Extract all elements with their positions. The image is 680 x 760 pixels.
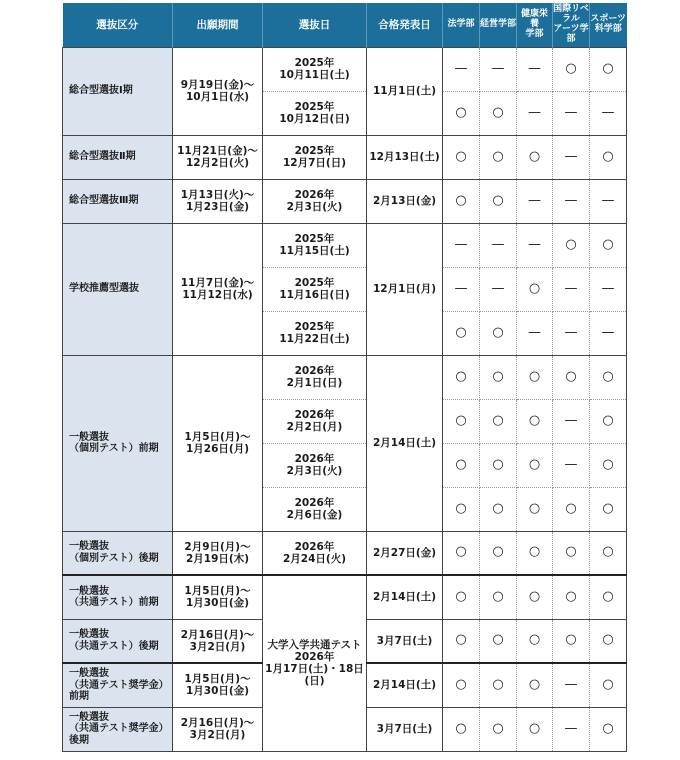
eligibility-mark: ○: [480, 443, 517, 487]
eligibility-mark: ○: [443, 707, 480, 751]
eligibility-mark: —: [553, 707, 590, 751]
eligibility-mark: ○: [443, 487, 480, 531]
exam-date-cell: 2025年 11月15日(土): [263, 223, 367, 267]
eligibility-mark: —: [590, 267, 627, 311]
header-faculty-business: 経営学部: [480, 3, 517, 47]
exam-date-cell: 2026年 2月24日(火): [263, 531, 367, 575]
announcement-cell: 2月14日(土): [367, 663, 443, 707]
eligibility-mark: ○: [443, 91, 480, 135]
eligibility-mark: ○: [517, 575, 553, 619]
header-application-period: 出願期間: [173, 3, 263, 47]
eligibility-mark: ○: [590, 707, 627, 751]
application-period-cell: 9月19日(金)～ 10月1日(水): [173, 47, 263, 135]
eligibility-mark: ○: [480, 707, 517, 751]
eligibility-mark: ○: [480, 135, 517, 179]
category-cell: 学校推薦型選抜: [63, 223, 173, 355]
exam-date-cell: 大学入学共通テスト 2026年 1月17日(土)・18日(日): [263, 575, 367, 751]
eligibility-mark: ○: [590, 663, 627, 707]
eligibility-mark: ○: [480, 575, 517, 619]
eligibility-mark: —: [553, 443, 590, 487]
eligibility-mark: ○: [590, 47, 627, 91]
eligibility-mark: ○: [517, 619, 553, 663]
eligibility-mark: ○: [480, 663, 517, 707]
application-period-cell: 1月5日(月)～ 1月26日(月): [173, 355, 263, 531]
eligibility-mark: —: [590, 311, 627, 355]
eligibility-mark: ○: [517, 355, 553, 399]
header-announcement: 合格発表日: [367, 3, 443, 47]
eligibility-mark: —: [443, 223, 480, 267]
eligibility-mark: ○: [517, 487, 553, 531]
application-period-cell: 1月13日(火)～ 1月23日(金): [173, 179, 263, 223]
exam-date-cell: 2026年 2月2日(月): [263, 399, 367, 443]
exam-date-cell: 2026年 2月3日(火): [263, 443, 367, 487]
table-row: [63, 135, 627, 179]
eligibility-mark: —: [517, 223, 553, 267]
eligibility-mark: ○: [517, 399, 553, 443]
application-period-cell: 1月5日(月)～ 1月30日(金): [173, 575, 263, 619]
eligibility-mark: —: [553, 135, 590, 179]
header-row: [63, 3, 627, 47]
header-category: 選抜区分: [63, 3, 173, 47]
eligibility-mark: —: [553, 399, 590, 443]
eligibility-mark: —: [517, 311, 553, 355]
header-faculty-sports: スポーツ 科学部: [590, 3, 627, 47]
eligibility-mark: ○: [480, 619, 517, 663]
application-period-cell: 11月21日(金)～ 12月2日(火): [173, 135, 263, 179]
eligibility-mark: ○: [443, 399, 480, 443]
eligibility-mark: —: [517, 47, 553, 91]
announcement-cell: 2月13日(金): [367, 179, 443, 223]
eligibility-mark: ○: [590, 531, 627, 575]
table-row: [63, 47, 627, 91]
announcement-cell: 11月1日(土): [367, 47, 443, 135]
eligibility-mark: ○: [590, 135, 627, 179]
header-faculty-liberal-arts: 国際リベラル アーツ学部: [553, 3, 590, 47]
eligibility-mark: ○: [553, 223, 590, 267]
eligibility-mark: ○: [517, 267, 553, 311]
exam-date-cell: 2025年 12月7日(日): [263, 135, 367, 179]
eligibility-mark: ○: [517, 531, 553, 575]
category-cell: 総合型選抜Ⅱ期: [63, 135, 173, 179]
eligibility-mark: —: [590, 91, 627, 135]
header-exam-date: 選抜日: [263, 3, 367, 47]
category-cell: 一般選抜 （共通テスト奨学金）前期: [63, 663, 173, 707]
eligibility-mark: ○: [443, 531, 480, 575]
eligibility-mark: —: [553, 663, 590, 707]
eligibility-mark: ○: [553, 355, 590, 399]
eligibility-mark: —: [443, 267, 480, 311]
eligibility-mark: —: [517, 91, 553, 135]
category-cell: 総合型選抜Ⅲ期: [63, 179, 173, 223]
announcement-cell: 2月27日(金): [367, 531, 443, 575]
exam-date-cell: 2025年 10月11日(土): [263, 47, 367, 91]
table-row: [63, 179, 627, 223]
eligibility-mark: ○: [590, 619, 627, 663]
eligibility-mark: —: [480, 267, 517, 311]
eligibility-mark: ○: [590, 223, 627, 267]
eligibility-mark: —: [553, 267, 590, 311]
eligibility-mark: ○: [553, 47, 590, 91]
category-cell: 一般選抜 （個別テスト）前期: [63, 355, 173, 531]
eligibility-mark: ○: [443, 311, 480, 355]
table-row: [63, 223, 627, 267]
eligibility-mark: ○: [480, 531, 517, 575]
application-period-cell: 11月7日(金)～ 11月12日(水): [173, 223, 263, 355]
eligibility-mark: ○: [553, 487, 590, 531]
eligibility-mark: ○: [443, 663, 480, 707]
eligibility-mark: ○: [480, 179, 517, 223]
eligibility-mark: ○: [517, 443, 553, 487]
eligibility-mark: —: [590, 179, 627, 223]
table-row: [63, 575, 627, 619]
exam-date-cell: 2025年 11月16日(日): [263, 267, 367, 311]
announcement-cell: 2月14日(土): [367, 355, 443, 531]
eligibility-mark: ○: [443, 135, 480, 179]
application-period-cell: 2月9日(月)～ 2月19日(木): [173, 531, 263, 575]
eligibility-mark: ○: [443, 575, 480, 619]
eligibility-mark: ○: [553, 575, 590, 619]
eligibility-mark: —: [443, 47, 480, 91]
header-faculty-law: 法学部: [443, 3, 480, 47]
eligibility-mark: ○: [590, 355, 627, 399]
eligibility-mark: —: [553, 179, 590, 223]
eligibility-mark: ○: [590, 399, 627, 443]
eligibility-mark: ○: [590, 487, 627, 531]
announcement-cell: 12月1日(月): [367, 223, 443, 355]
eligibility-mark: ○: [443, 443, 480, 487]
eligibility-mark: ○: [480, 311, 517, 355]
eligibility-mark: ○: [480, 399, 517, 443]
announcement-cell: 12月13日(土): [367, 135, 443, 179]
category-cell: 総合型選抜Ⅰ期: [63, 47, 173, 135]
category-cell: 一般選抜 （共通テスト）後期: [63, 619, 173, 663]
schedule-body: [63, 47, 627, 751]
eligibility-mark: ○: [480, 487, 517, 531]
announcement-cell: 3月7日(土): [367, 619, 443, 663]
application-period-cell: 1月5日(月)～ 1月30日(金): [173, 663, 263, 707]
eligibility-mark: —: [480, 47, 517, 91]
eligibility-mark: ○: [443, 179, 480, 223]
category-cell: 一般選抜 （共通テスト）前期: [63, 575, 173, 619]
application-period-cell: 2月16日(月)～ 3月2日(月): [173, 707, 263, 751]
exam-date-cell: 2025年 10月12日(日): [263, 91, 367, 135]
eligibility-mark: ○: [553, 619, 590, 663]
header-faculty-nutrition: 健康栄養 学部: [517, 3, 553, 47]
table-row: [63, 355, 627, 399]
eligibility-mark: ○: [443, 355, 480, 399]
eligibility-mark: —: [517, 179, 553, 223]
eligibility-mark: —: [480, 223, 517, 267]
eligibility-mark: ○: [590, 575, 627, 619]
exam-date-cell: 2026年 2月6日(金): [263, 487, 367, 531]
admissions-schedule-table: [62, 3, 627, 752]
eligibility-mark: ○: [517, 663, 553, 707]
exam-date-cell: 2026年 2月3日(火): [263, 179, 367, 223]
category-cell: 一般選抜 （個別テスト）後期: [63, 531, 173, 575]
category-cell: 一般選抜 （共通テスト奨学金）後期: [63, 707, 173, 751]
exam-date-cell: 2026年 2月1日(日): [263, 355, 367, 399]
announcement-cell: 2月14日(土): [367, 575, 443, 619]
eligibility-mark: —: [553, 311, 590, 355]
eligibility-mark: ○: [480, 355, 517, 399]
application-period-cell: 2月16日(月)～ 3月2日(月): [173, 619, 263, 663]
eligibility-mark: ○: [553, 531, 590, 575]
eligibility-mark: ○: [517, 707, 553, 751]
eligibility-mark: ○: [590, 443, 627, 487]
exam-date-cell: 2025年 11月22日(土): [263, 311, 367, 355]
eligibility-mark: ○: [443, 619, 480, 663]
eligibility-mark: ○: [480, 91, 517, 135]
eligibility-mark: ○: [517, 135, 553, 179]
announcement-cell: 3月7日(土): [367, 707, 443, 751]
eligibility-mark: —: [553, 91, 590, 135]
table-row: [63, 531, 627, 575]
